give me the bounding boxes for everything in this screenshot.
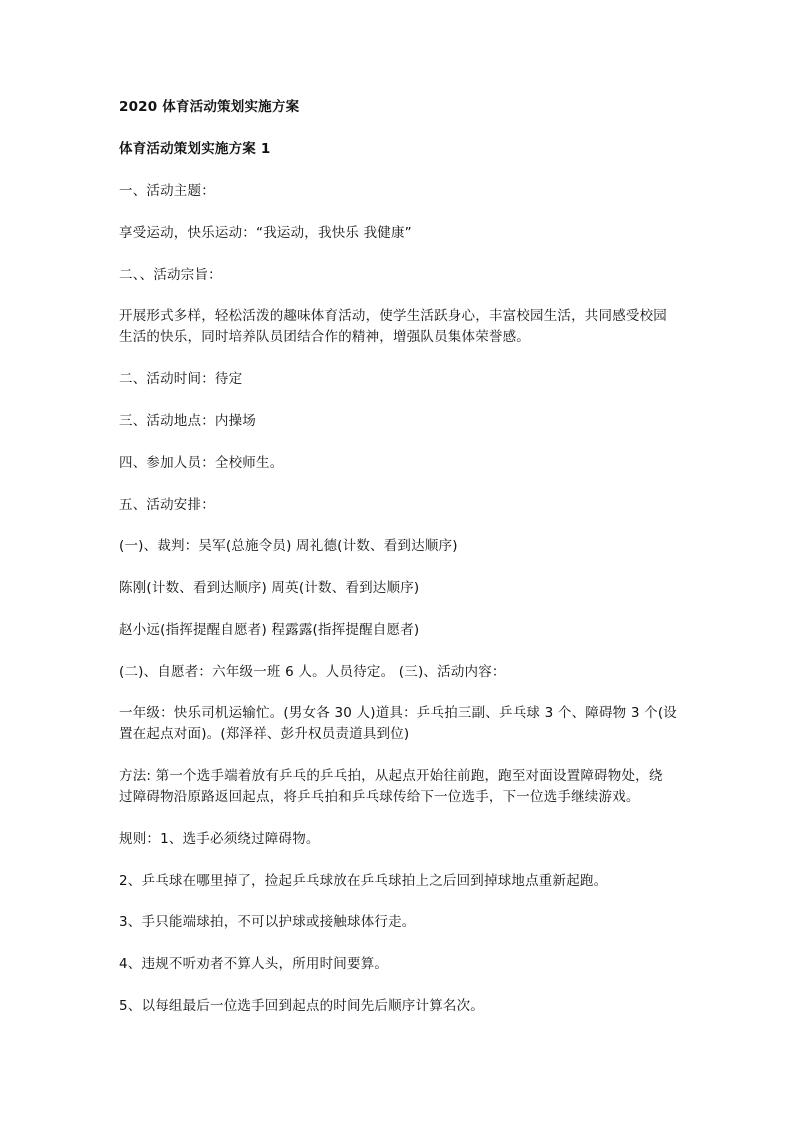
section-heading-arrangement: 五、活动安排： (119, 497, 215, 513)
section-heading-theme: 一、活动主题： (119, 183, 215, 199)
paragraph-line: 过障碍物沿原路返回起点，将乒乓拍和乒乓球传给下一位选手，下一位选手继续游戏。 (119, 789, 640, 805)
rule-3: 3、手只能端球拍，不可以护球或接触球体行走。 (119, 914, 416, 930)
section-heading-purpose: 二、、活动宗旨： (119, 267, 222, 283)
volunteers-line: (二)、自愿者：六年级一班 6 人。人员待定。 (三)、活动内容： (119, 664, 506, 680)
grade-one-paragraph (119, 703, 684, 745)
paragraph-line: 方法: 第一个选手端着放有乒乓的乒乓拍，从起点开始往前跑，跑至对面设置障碍物处，绕 (119, 768, 663, 784)
referee-line-1: (一)、裁判：吴军(总施令员) 周礼德(计数、看到达顺序) (119, 538, 458, 554)
rule-5: 5、以每组最后一位选手回到起点的时间先后顺序计算名次。 (119, 998, 484, 1014)
referee-line-2: 陈刚(计数、看到达顺序) 周英(计数、看到达顺序) (119, 580, 420, 596)
document-title: 2020 体育活动策划实施方案 (119, 99, 300, 115)
location-line: 三、活动地点：内操场 (119, 413, 256, 429)
purpose-paragraph (119, 306, 684, 348)
rule-1: 规则：1、选手必须绕过障碍物。 (119, 831, 320, 847)
paragraph-line: 置在起点对面)。(郑泽祥、彭升权员责道具到位) (119, 726, 410, 742)
document-subtitle: 体育活动策划实施方案 1 (119, 141, 271, 157)
paragraph-line: 生活的快乐，同时培养队员团结合作的精神，增强队员集体荣誉感。 (119, 329, 530, 345)
paragraph-line: 一年级：快乐司机运输忙。(男女各 30 人)道具：乒乓拍三副、乒乓球 3 个、障碍物 3 个(设 (119, 705, 678, 721)
time-line: 二、活动时间：待定 (119, 371, 243, 387)
theme-text: 享受运动，快乐运动：“我运动，我快乐 我健康” (119, 225, 412, 241)
referee-line-3: 赵小远(指挥提醒自愿者) 程露露(指挥提醒自愿者) (119, 622, 420, 638)
rule-4: 4、违规不听劝者不算人头，所用时间要算。 (119, 956, 389, 972)
participants-line: 四、参加人员：全校师生。 (119, 455, 284, 471)
paragraph-line: 开展形式多样，轻松活泼的趣味体育活动，使学生活跃身心，丰富校园生活，共同感受校园 (119, 308, 667, 324)
method-paragraph (119, 766, 684, 808)
rule-2: 2、乒乓球在哪里掉了，捡起乒乓球放在乒乓球拍上之后回到掉球地点重新起跑。 (119, 873, 608, 889)
